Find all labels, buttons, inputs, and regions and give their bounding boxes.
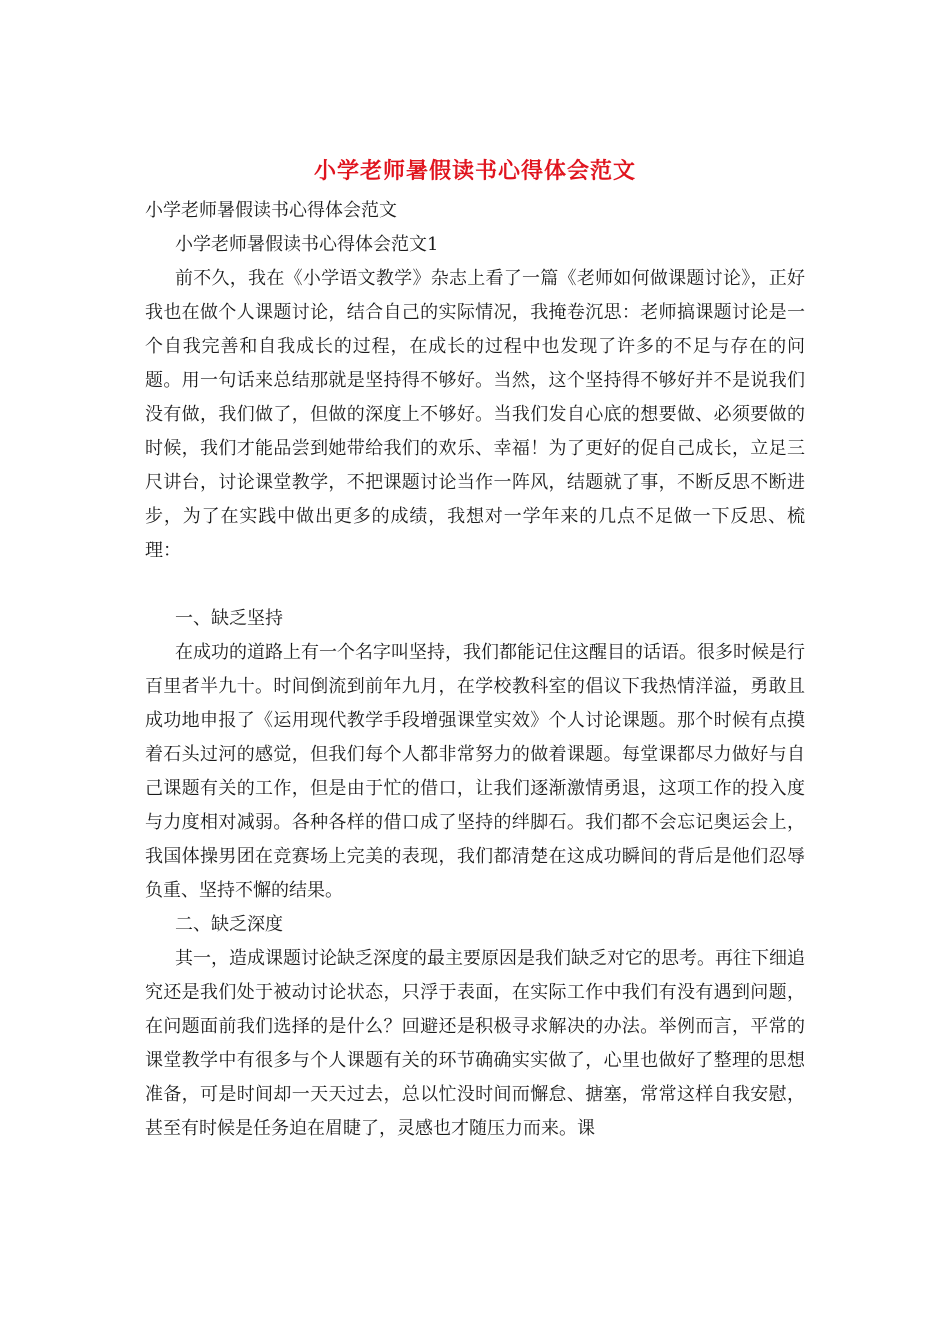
paragraph-depth: 其一，造成课题讨论缺乏深度的最主要原因是我们缺乏对它的思考。再往下细追究还是我们处于被动讨论状态，只浮于表面，在实际工作中我们有没有遇到问题，在问题面前我们选择的是什么？回避还是积极寻求解决的办法。举例而言，平常的课堂教学中有很多与个人课题有关的环节确确实实做了，心里也做好了整理的思想准备，可是时间却一天天过去，总以忙没时间而懈怠、搪塞，常常这样自我安慰，甚至有时候是任务迫在眉睫了，灵感也才随压力而来。课	[145, 948, 805, 1139]
intro-paragraph: 前不久，我在《小学语文教学》杂志上看了一篇《老师如何做课题讨论》，正好我也在做个人课题讨论，结合自己的实际情况，我掩卷沉思：老师搞课题讨论是一个自我完善和自我成长的过程，在成长的过程中也发现了许多的不足与存在的问题。用一句话来总结那就是坚持得不够好。当然，这个坚持得不够好并不是说我们没有做，我们做了，但做的深度上不够好。当我们发自心底的想要做、必须要做的时候，我们才能品尝到她带给我们的欢乐、幸福！为了更好的促自己成长，立足三尺讲台，讨论课堂教学，不把课题讨论当作一阵风，结题就了事，不断反思不断进步，为了在实践中做出更多的成绩，我想对一学年来的几点不足做一下反思、梳理：	[145, 268, 805, 561]
heading-lack-persistence: 一、缺乏坚持	[175, 608, 283, 629]
document-subtitle: 小学老师暑假读书心得体会范文	[145, 200, 397, 221]
document-page	[145, 150, 805, 1146]
section-title: 小学老师暑假读书心得体会范文1	[175, 234, 439, 255]
paragraph-spacer	[145, 568, 805, 602]
heading-lack-depth: 二、缺乏深度	[175, 914, 283, 935]
document-title: 小学老师暑假读书心得体会范文	[313, 158, 636, 184]
paragraph-persistence: 在成功的道路上有一个名字叫坚持，我们都能记住这醒目的话语。很多时候是行百里者半九十。时间倒流到前年九月，在学校教科室的倡议下我热情洋溢，勇敢且成功地申报了《运用现代教学手段增强课堂实效》个人讨论课题。那个时候有点摸着石头过河的感觉，但我们每个人都非常努力的做着课题。每堂课都尽力做好与自己课题有关的工作，但是由于忙的借口，让我们逐渐激情勇退，这项工作的投入度与力度相对减弱。各种各样的借口成了坚持的绊脚石。我们都不会忘记奥运会上，我国体操男团在竞赛场上完美的表现，我们都清楚在这成功瞬间的背后是他们忍辱负重、坚持不懈的结果。	[145, 642, 805, 901]
